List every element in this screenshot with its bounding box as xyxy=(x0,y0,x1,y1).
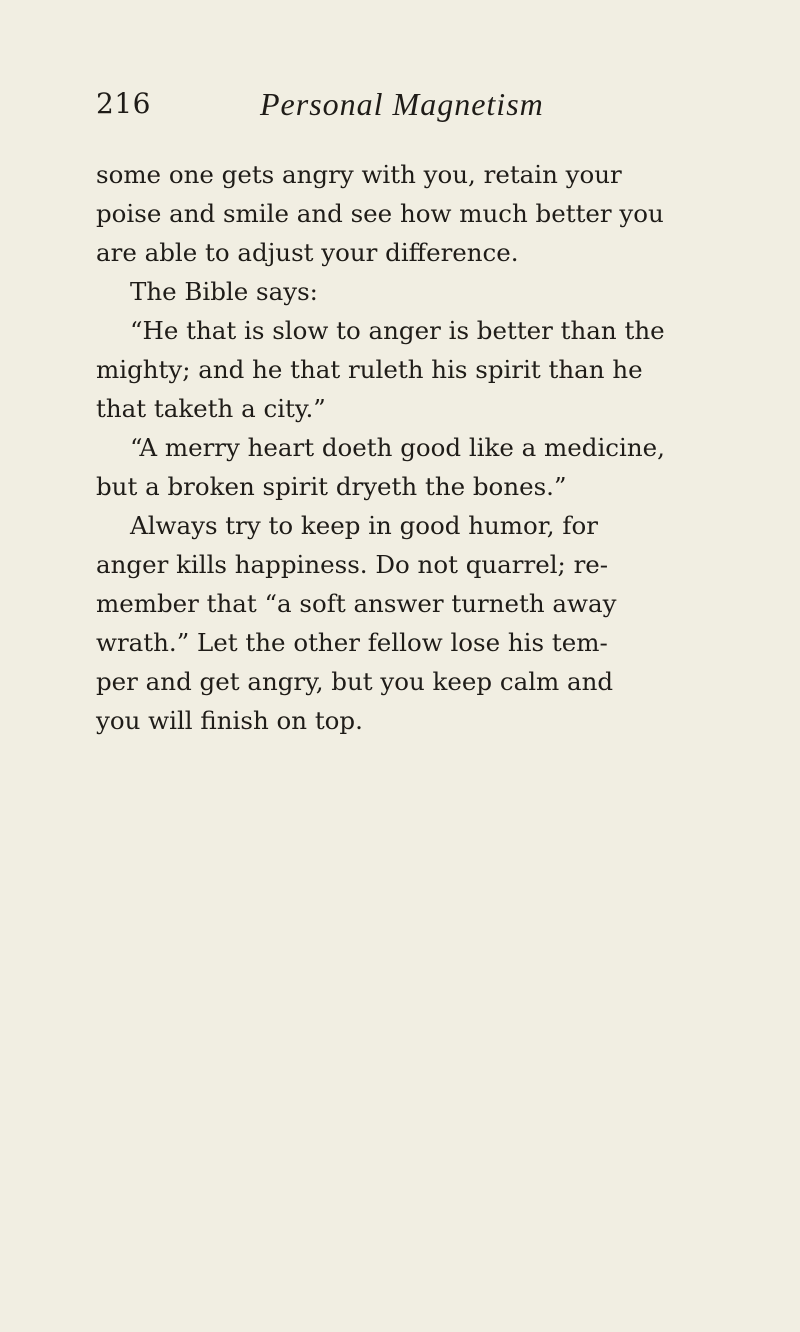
text-line: you will finish on top. xyxy=(96,706,363,735)
text-line: member that “a soft answer turneth away xyxy=(96,589,617,618)
text-line: are able to adjust your difference. xyxy=(96,238,519,267)
text-line: Always try to keep in good humor, for xyxy=(130,511,598,540)
text-line: that taketh a city.” xyxy=(96,394,326,423)
text-line: mighty; and he that ruleth his spirit than he xyxy=(96,355,643,384)
page-header xyxy=(96,84,736,124)
text-line: but a broken spirit dryeth the bones.” xyxy=(96,472,567,501)
text-line: “He that is slow to anger is better than the xyxy=(130,316,665,345)
text-line: poise and smile and see how much better you xyxy=(96,199,664,228)
text-line: per and get angry, but you keep calm and xyxy=(96,667,614,696)
text-line: wrath.” Let the other fellow lose his tem- xyxy=(96,628,608,657)
page-number: 216 xyxy=(96,87,151,120)
body-text xyxy=(96,155,786,740)
text-line: anger kills happiness. Do not quarrel; re- xyxy=(96,550,609,579)
text-line: some one gets angry with you, retain your xyxy=(96,160,622,189)
running-head: Personal Magnetism xyxy=(260,86,544,122)
text-line: “A merry heart doeth good like a medicine, xyxy=(130,433,665,462)
text-line: The Bible says: xyxy=(130,277,318,306)
